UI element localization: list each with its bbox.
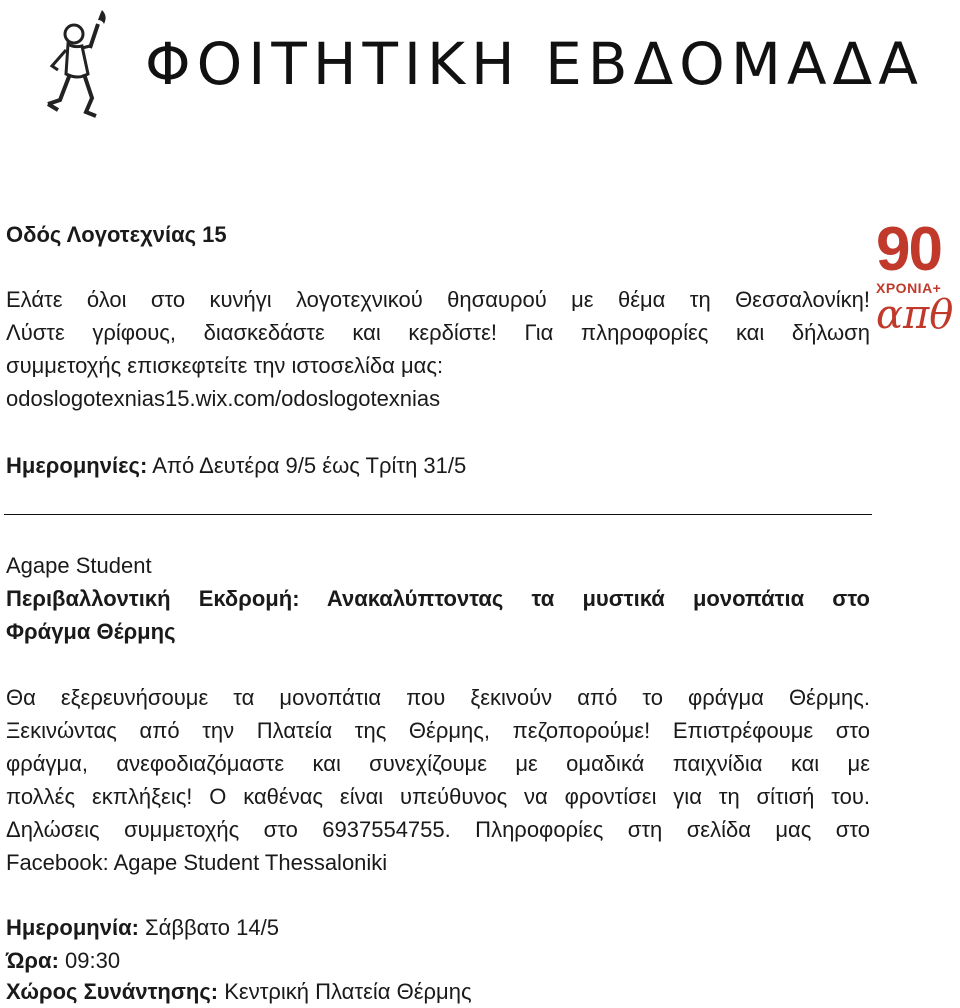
event2-time-value: 09:30 (58, 948, 121, 973)
logo-years: ΧΡΟΝΙΑ+ (876, 280, 942, 296)
event2-desc-line: πολλές εκπλήξεις! Ο καθένας είναι υπεύθυνος να φροντίσει για τη σίτισή του. (6, 784, 870, 809)
event2-date-value: Σάββατο 14/5 (138, 915, 279, 940)
event1-dates-label: Ημερομηνίες: (6, 453, 148, 478)
event2-title-line: Περιβαλλοντική Εκδρομή: Ανακαλύπτοντας τα μυστικά μονοπάτια στο (6, 586, 870, 611)
event1-dates (6, 449, 870, 482)
logo-number: 90 (876, 215, 941, 284)
event2-title-line: Φράγμα Θέρμης (6, 619, 176, 644)
event1-title: Οδός Λογοτεχνίας 15 (6, 222, 227, 247)
page-header (0, 0, 960, 130)
event1-desc-line: συμμετοχής επισκεφτείτε την ιστοσελίδα μας: (6, 353, 444, 378)
auth-90-years-logo (876, 215, 960, 354)
running-torch-mascot-icon (40, 4, 120, 124)
event2-organizer: Agape Student (6, 553, 152, 578)
event2-desc-line: Θα εξερευνήσουμε τα μονοπάτια που ξεκινούν από το φράγμα Θέρμης. (6, 685, 870, 710)
event2-desc-line: Facebook: Agape Student Thessaloniki (6, 850, 388, 875)
event2-place-label: Χώρος Συνάντησης: (6, 979, 219, 1004)
event2-place-value: Κεντρική Πλατεία Θέρμης (218, 979, 472, 1004)
event1-website-link[interactable]: odoslogotexnias15.wix.com/odoslogotexnias (6, 386, 441, 411)
event1-desc-line: Ελάτε όλοι στο κυνήγι λογοτεχνικού θησαυρού με θέμα τη Θεσσαλονίκη! (6, 287, 870, 312)
logo-brand: απθ (876, 292, 954, 338)
section-divider (4, 514, 872, 515)
event2-desc-line: Δηλώσεις συμμετοχής στο 6937554755. Πληροφορίες στη σελίδα μας στο (6, 817, 870, 842)
event1-desc-line: Λύστε γρίφους, διασκεδάστε και κερδίστε! Για πληροφορίες και δήλωση (6, 320, 870, 345)
event2-desc-line: Ξεκινώντας από την Πλατεία της Θέρμης, πεζοπορούμε! Επιστρέφουμε στο (6, 718, 870, 743)
event2-date (6, 911, 870, 944)
banner-title: ΦΟΙΤΗΤΙΚΗ ΕΒΔΟΜΑΔΑ (145, 30, 924, 98)
event2-desc-line: φράγμα, ανεφοδιαζόμαστε και συνεχίζουμε με ομαδικά παιχνίδια και με (6, 751, 870, 776)
event2-place (6, 975, 870, 1008)
event1-dates-value: Από Δευτέρα 9/5 έως Τρίτη 31/5 (147, 453, 467, 478)
event2-date-label: Ημερομηνία: (6, 915, 139, 940)
event2-time (6, 944, 870, 977)
event2-time-label: Ώρα: (6, 948, 59, 973)
